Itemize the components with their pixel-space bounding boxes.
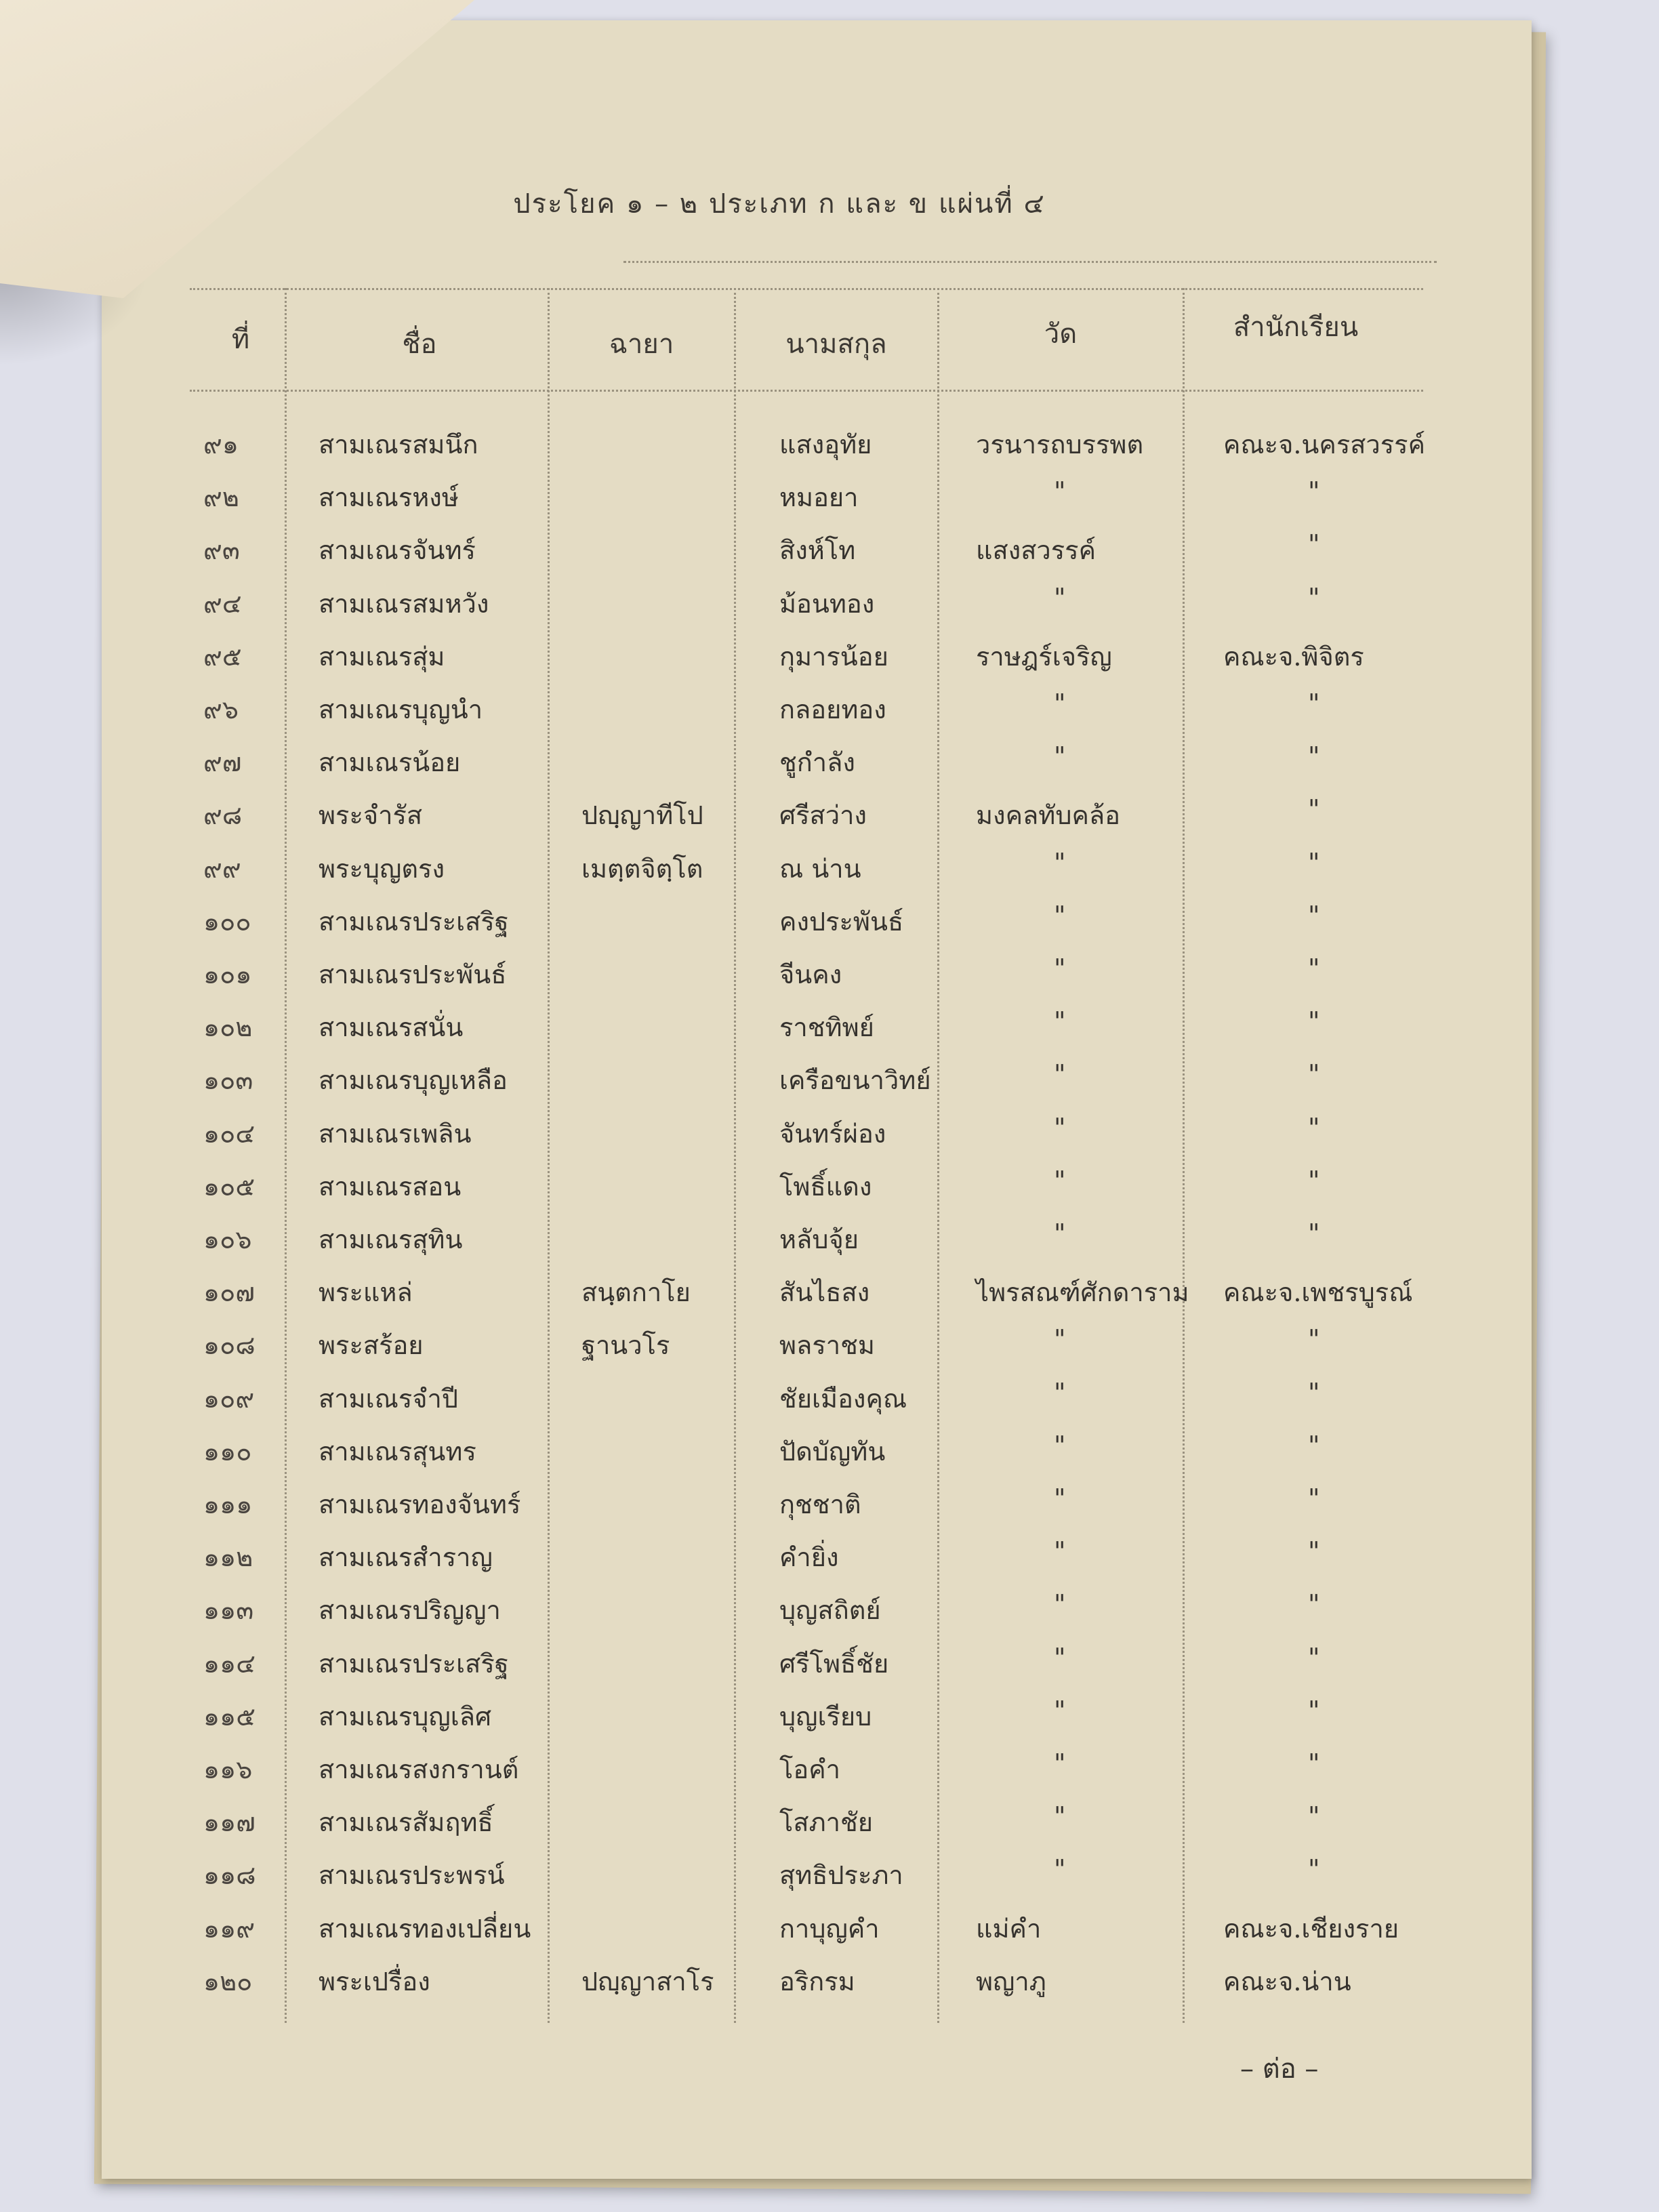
row-number: ๙๕ — [203, 642, 242, 672]
column-divider — [548, 288, 550, 2023]
row-chaya: ปญฺญาทีโป — [581, 800, 703, 830]
row-surname: กุมารน้อย — [779, 642, 888, 672]
row-school: " — [1308, 1166, 1320, 1195]
row-name: สามเณรจำปี — [319, 1384, 458, 1414]
row-number: ๑๑๘ — [203, 1860, 256, 1890]
row-name: สามเณรประเสริฐ — [319, 907, 509, 937]
row-name: สามเณรบุญนำ — [319, 695, 483, 724]
row-name: สามเณรสำราญ — [319, 1542, 493, 1572]
row-name: สามเณรสุทิน — [319, 1225, 463, 1254]
row-number: ๑๐๗ — [203, 1277, 255, 1307]
column-divider — [937, 288, 939, 2023]
row-number: ๑๑๗ — [203, 1807, 255, 1837]
row-wat: " — [1054, 1431, 1066, 1460]
row-number: ๑๐๐ — [203, 907, 251, 937]
row-school: " — [1308, 1801, 1320, 1831]
row-wat: " — [1054, 1643, 1066, 1673]
row-school: " — [1308, 1218, 1320, 1248]
row-number: ๑๐๓ — [203, 1065, 253, 1095]
row-name: พระสร้อย — [319, 1330, 424, 1360]
row-school: " — [1308, 529, 1320, 559]
row-surname: กลอยทอง — [779, 695, 886, 724]
row-school: คณะจ.นครสวรรค์ — [1223, 430, 1426, 459]
row-wat: " — [1054, 741, 1066, 771]
row-surname: พลราชม — [779, 1330, 875, 1360]
row-school: คณะจ.พิจิตร — [1223, 642, 1364, 672]
row-school: คณะจ.น่าน — [1223, 1967, 1351, 1996]
row-surname: สิงห์โท — [779, 535, 856, 565]
column-header-school: สำนักเรียน — [1233, 312, 1359, 343]
title-divider — [623, 261, 1437, 263]
row-school: " — [1308, 1113, 1320, 1143]
row-number: ๙๑ — [203, 430, 239, 459]
row-name: พระจำรัส — [319, 800, 423, 830]
row-surname: สันไธสง — [779, 1277, 870, 1307]
row-name: พระแหล่ — [319, 1277, 413, 1307]
row-name: สามเณรสงกรานต์ — [319, 1755, 519, 1784]
row-number: ๙๗ — [203, 747, 242, 777]
row-wat: แม่คำ — [976, 1914, 1042, 1944]
row-wat: " — [1054, 1536, 1066, 1566]
row-wat: " — [1054, 1218, 1066, 1248]
row-school: " — [1308, 1643, 1320, 1673]
row-surname: เครือขนาวิทย์ — [779, 1065, 931, 1095]
row-wat: ราษฎร์เจริญ — [976, 642, 1112, 672]
row-wat: " — [1054, 848, 1066, 878]
row-wat: " — [1054, 1378, 1066, 1408]
row-school: " — [1308, 1854, 1320, 1884]
row-wat: " — [1054, 1483, 1066, 1513]
row-school: " — [1308, 1696, 1320, 1725]
row-name: สามเณรประเสริฐ — [319, 1649, 509, 1679]
column-header-surname: นามสกุล — [785, 329, 887, 360]
row-school: " — [1308, 1536, 1320, 1566]
row-school: " — [1308, 476, 1320, 506]
row-surname: หลับจุ้ย — [779, 1225, 859, 1254]
row-school: " — [1308, 1059, 1320, 1089]
row-name: สามเณรสนั่น — [319, 1012, 464, 1042]
row-name: สามเณรบุญเลิศ — [319, 1702, 492, 1732]
row-surname: ชูกำลัง — [779, 747, 855, 777]
column-header-name: ชื่อ — [402, 329, 437, 360]
row-wat: มงคลทับคล้อ — [976, 800, 1121, 830]
row-surname: โพธิ์แดง — [779, 1172, 872, 1202]
row-number: ๙๒ — [203, 483, 239, 512]
row-wat: " — [1054, 1696, 1066, 1725]
row-surname: สุทธิประภา — [779, 1860, 903, 1890]
row-surname: อริกรม — [779, 1967, 855, 1996]
row-school: " — [1308, 1006, 1320, 1036]
row-number: ๑๐๑ — [203, 960, 252, 989]
column-divider — [1183, 288, 1185, 2023]
row-chaya: เมตฺตจิตฺโต — [581, 854, 703, 884]
row-wat: " — [1054, 476, 1066, 506]
header-bottom-rule — [190, 390, 1423, 392]
row-surname: กุชชาติ — [779, 1490, 861, 1519]
row-surname: ชัยเมืองคุณ — [779, 1384, 907, 1414]
row-name: สามเณรทองจันทร์ — [319, 1490, 521, 1519]
row-chaya: สนฺตกาโย — [581, 1277, 691, 1307]
row-surname: คำยิ่ง — [779, 1542, 839, 1572]
column-divider — [734, 288, 736, 2023]
page-title: ประโยค ๑ – ๒ ประเภท ก และ ข แผ่นที่ ๔ — [513, 188, 1046, 220]
row-name: สามเณรน้อย — [319, 747, 461, 777]
row-number: ๑๐๔ — [203, 1119, 255, 1149]
row-number: ๑๐๖ — [203, 1225, 252, 1254]
row-wat: พญาภู — [976, 1967, 1046, 1996]
row-wat: " — [1054, 1801, 1066, 1831]
row-surname: จันทร์ผ่อง — [779, 1119, 886, 1149]
row-wat: " — [1054, 1059, 1066, 1089]
row-surname: ราชทิพย์ — [779, 1012, 874, 1042]
row-chaya: ฐานวโร — [581, 1330, 670, 1360]
row-school: " — [1308, 1378, 1320, 1408]
row-school: คณะจ.เชียงราย — [1223, 1914, 1399, 1944]
row-number: ๑๑๙ — [203, 1914, 255, 1944]
row-school: " — [1308, 689, 1320, 718]
row-school: " — [1308, 583, 1320, 613]
row-number: ๑๒๐ — [203, 1967, 253, 1996]
row-school: " — [1308, 901, 1320, 930]
row-wat: " — [1054, 1113, 1066, 1143]
row-name: สามเณรทองเปลี่ยน — [319, 1914, 531, 1944]
row-school: คณะจ.เพชรบูรณ์ — [1223, 1277, 1413, 1307]
row-number: ๑๑๖ — [203, 1755, 253, 1784]
row-number: ๑๐๙ — [203, 1384, 255, 1414]
row-number: ๑๐๕ — [203, 1172, 255, 1202]
row-number: ๑๑๕ — [203, 1702, 256, 1732]
row-surname: โสภาชัย — [779, 1807, 874, 1837]
row-number: ๙๓ — [203, 535, 240, 565]
column-header-chaya: ฉายา — [609, 329, 674, 360]
row-surname: ม้อนทอง — [779, 589, 875, 619]
row-number: ๑๑๓ — [203, 1595, 254, 1625]
row-school: " — [1308, 1324, 1320, 1354]
row-number: ๙๔ — [203, 589, 242, 619]
row-number: ๑๑๔ — [203, 1649, 256, 1679]
row-number: ๑๐๒ — [203, 1012, 253, 1042]
row-number: ๑๑๒ — [203, 1542, 253, 1572]
row-school: " — [1308, 954, 1320, 983]
row-name: สามเณรประพรน์ — [319, 1860, 505, 1890]
row-wat: " — [1054, 1324, 1066, 1354]
row-wat: " — [1054, 1748, 1066, 1778]
row-surname: บุญเรียบ — [779, 1702, 872, 1732]
row-surname: คงประพันธ์ — [779, 907, 904, 937]
row-number: ๙๘ — [203, 800, 243, 830]
row-name: พระบุญตรง — [319, 854, 445, 884]
row-wat: " — [1054, 1166, 1066, 1195]
header-top-rule — [190, 288, 1423, 290]
row-wat: ไพรสณฑ์ศักดาราม — [976, 1277, 1189, 1307]
row-wat: " — [1054, 1006, 1066, 1036]
column-header-wat: วัด — [1044, 319, 1078, 350]
row-number: ๑๑๐ — [203, 1437, 252, 1467]
row-wat: " — [1054, 1854, 1066, 1884]
row-surname: ณ น่าน — [779, 854, 861, 884]
row-name: สามเณรสมนึก — [319, 430, 478, 459]
row-school: " — [1308, 1589, 1320, 1619]
row-name: สามเณรสุ่ม — [319, 642, 445, 672]
row-name: พระเปรื่อง — [319, 1967, 430, 1996]
column-header-no: ที่ — [231, 324, 250, 355]
row-number: ๑๐๘ — [203, 1330, 255, 1360]
row-wat: วรนารถบรรพต — [976, 430, 1144, 459]
row-surname: กาบุญคำ — [779, 1914, 880, 1944]
row-name: สามเณรจันทร์ — [319, 535, 476, 565]
row-name: สามเณรปริญญา — [319, 1595, 501, 1625]
row-surname: โอคำ — [779, 1755, 840, 1784]
row-school: " — [1308, 848, 1320, 878]
row-surname: จีนคง — [779, 960, 842, 989]
row-wat: " — [1054, 583, 1066, 613]
row-school: " — [1308, 1483, 1320, 1513]
row-name: สามเณรหงษ์ — [319, 483, 459, 512]
row-wat: " — [1054, 954, 1066, 983]
row-name: สามเณรสอน — [319, 1172, 462, 1202]
row-name: สามเณรเพลิน — [319, 1119, 472, 1149]
row-surname: ศรีสว่าง — [779, 800, 867, 830]
row-surname: แสงอุทัย — [779, 430, 872, 459]
row-wat: " — [1054, 689, 1066, 718]
row-name: สามเณรบุญเหลือ — [319, 1065, 508, 1095]
row-number: ๑๑๑ — [203, 1490, 253, 1519]
row-school: " — [1308, 741, 1320, 771]
row-school: " — [1308, 1748, 1320, 1778]
row-wat: " — [1054, 901, 1066, 930]
row-surname: ปัดบัญทัน — [779, 1437, 886, 1467]
row-surname: หมอยา — [779, 483, 859, 512]
row-chaya: ปญฺญาสาโร — [581, 1967, 714, 1996]
row-school: " — [1308, 794, 1320, 824]
row-number: ๙๙ — [203, 854, 241, 884]
row-surname: บุญสถิตย์ — [779, 1595, 881, 1625]
column-divider — [285, 288, 287, 2023]
row-school: " — [1308, 1431, 1320, 1460]
row-number: ๙๖ — [203, 695, 239, 724]
row-surname: ศรีโพธิ์ชัย — [779, 1649, 889, 1679]
continued-marker: – ต่อ – — [1240, 2053, 1319, 2085]
row-wat: " — [1054, 1589, 1066, 1619]
row-name: สามเณรสมหวัง — [319, 589, 489, 619]
row-name: สามเณรสุนทร — [319, 1437, 476, 1467]
row-name: สามเณรสัมฤทธิ์ — [319, 1807, 493, 1837]
row-wat: แสงสวรรค์ — [976, 535, 1097, 565]
row-name: สามเณรประพันธ์ — [319, 960, 507, 989]
